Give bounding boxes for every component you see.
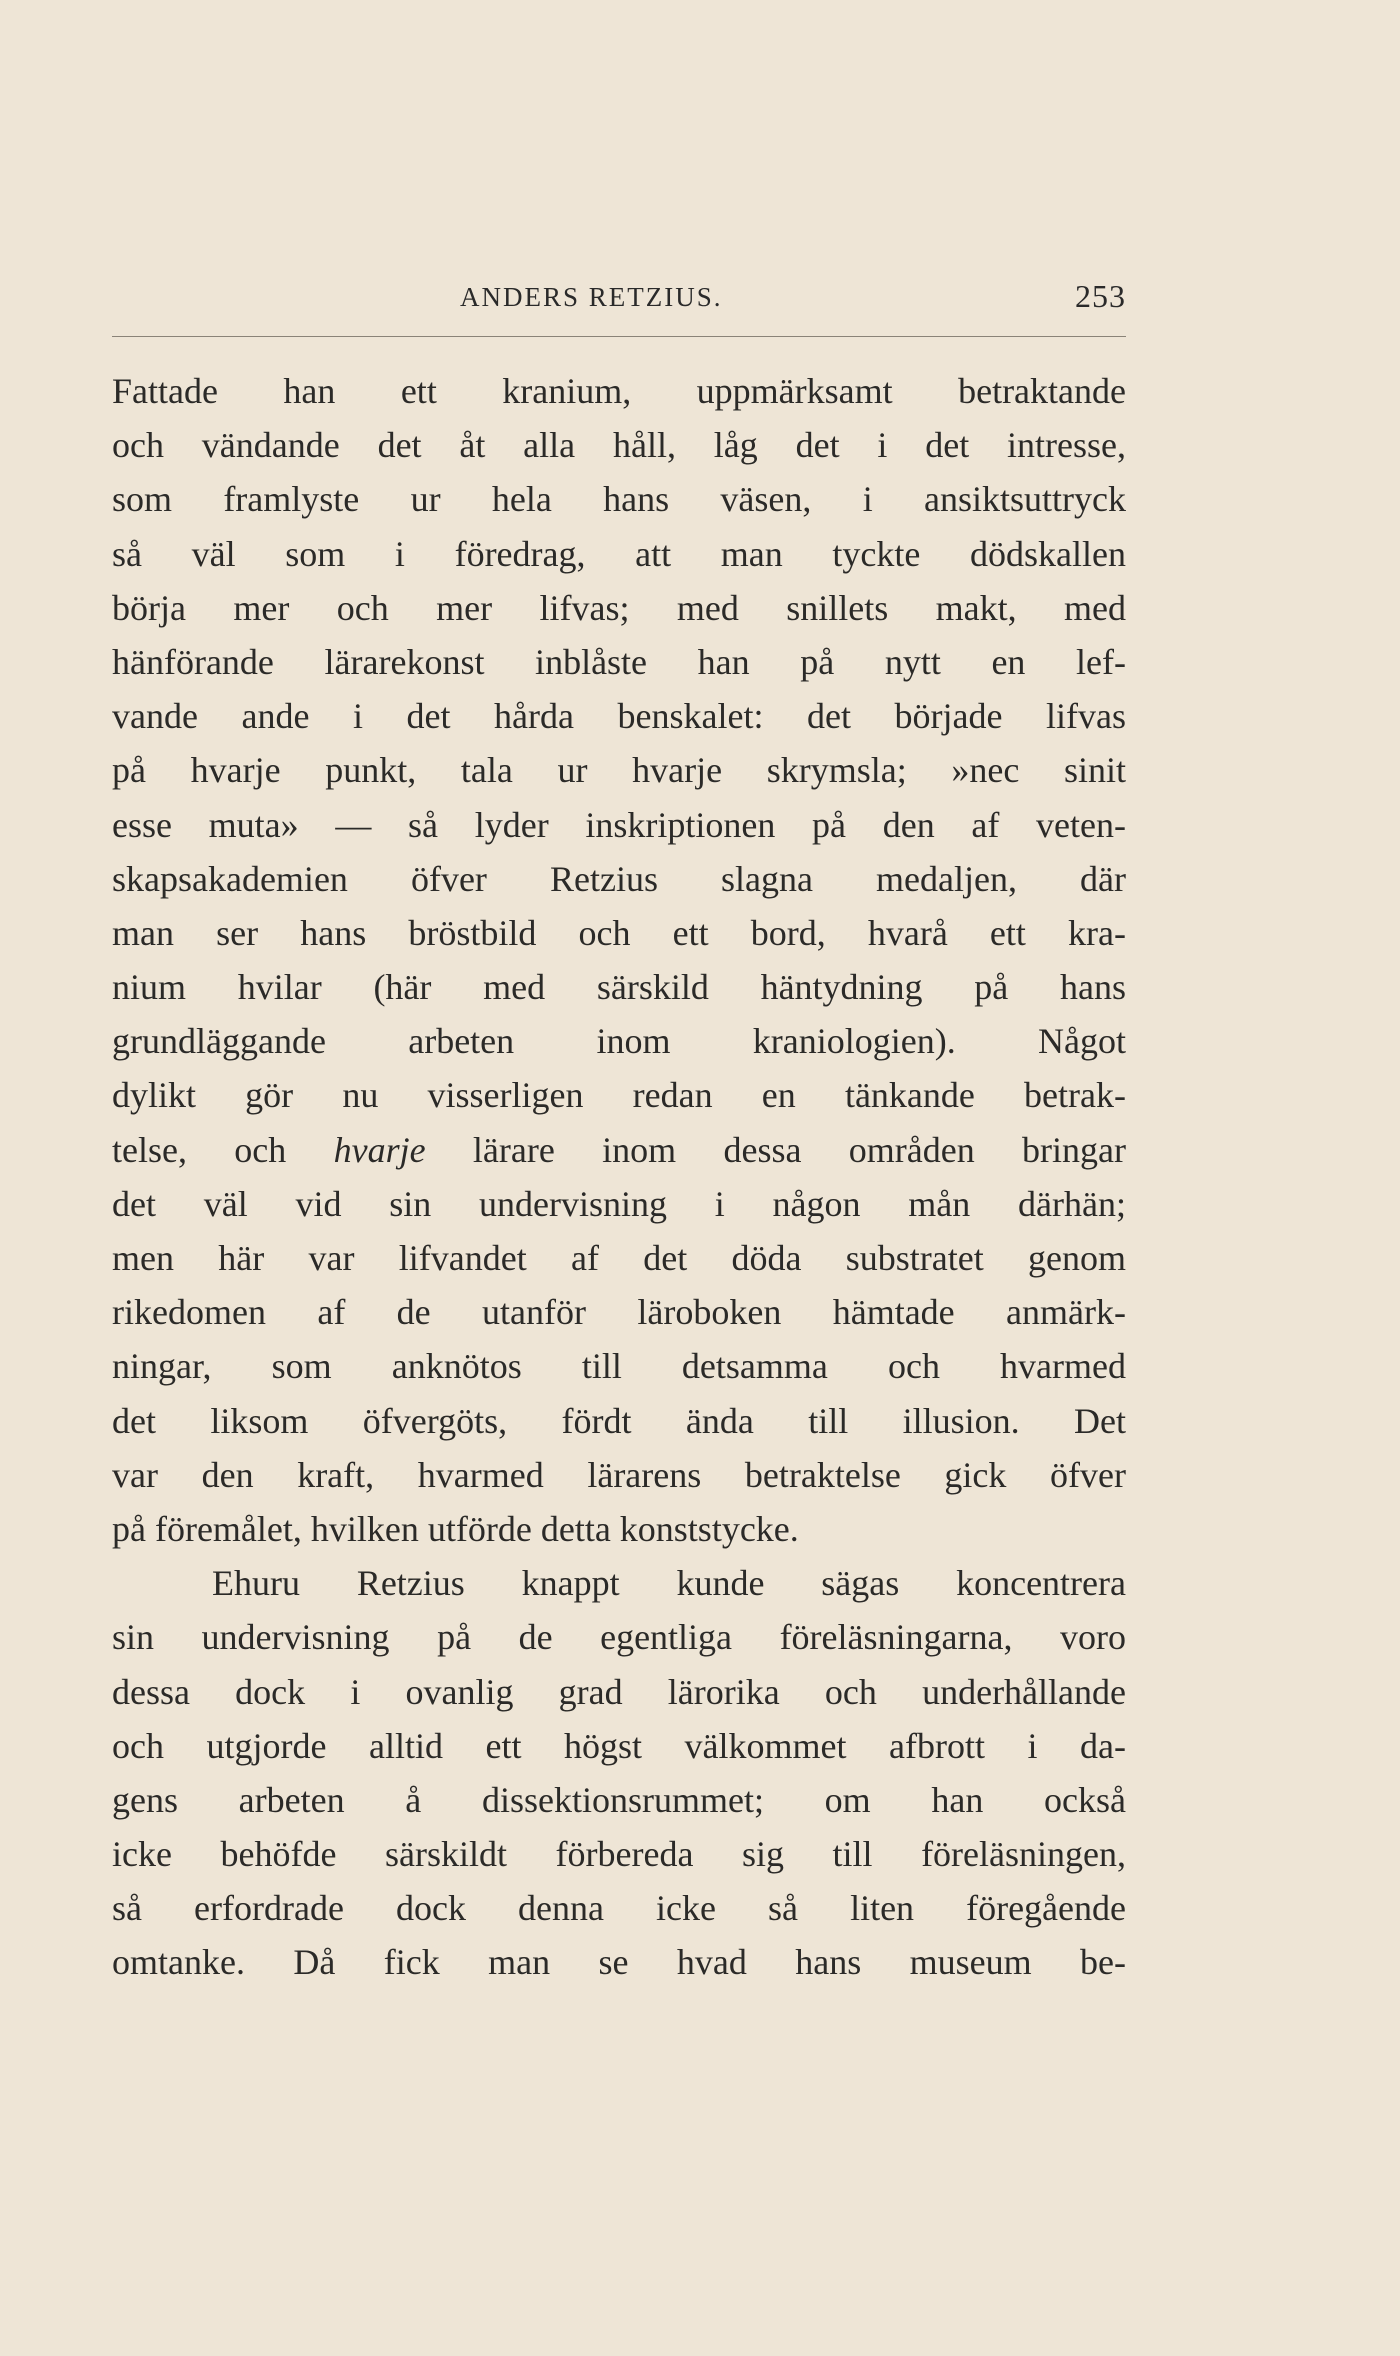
text-line: på hvarje punkt, tala ur hvarje skrymsla; »nec sinit [112, 750, 1126, 791]
running-title: ANDERS RETZIUS. [460, 282, 723, 312]
text-line: dessa dock i ovanlig grad lärorika och underhållande [112, 1671, 1126, 1712]
text-line: icke behöfde särskildt förbereda sig till föreläsningen, [112, 1834, 1126, 1875]
text-line: esse muta» — så lyder inskriptionen på den af veten- [112, 804, 1126, 845]
text-line: men här var lifvandet af det döda substratet genom [112, 1238, 1126, 1278]
text-line: sin undervisning på de egentliga föreläsningarna, voro [112, 1617, 1126, 1658]
text-line: dylikt gör nu visserligen redan en tänkande betrak- [112, 1075, 1126, 1116]
text-line: börja mer och mer lifvas; med snillets makt, med [112, 587, 1126, 628]
page-number: 253 [1075, 278, 1126, 314]
header-rule [112, 336, 1126, 337]
emphasized-word: hvarje [333, 1129, 426, 1170]
text-line: nium hvilar (här med särskild häntydning på hans [112, 967, 1126, 1008]
paragraph-start-line: Ehuru Retzius knappt kunde sägas koncentrera [212, 1563, 1126, 1604]
text-line: grundläggande arbeten inom kraniologien). Något [112, 1021, 1126, 1062]
text-line: rikedomen af de utanför läroboken hämtade anmärk- [112, 1292, 1126, 1333]
text-line: gens arbeten å dissektionsrummet; om han också [112, 1779, 1126, 1820]
text-line: var den kraft, hvarmed lärarens betraktelse gick öfver [112, 1454, 1126, 1495]
text-line: vande ande i det hårda benskalet: det började lifvas [112, 696, 1126, 737]
paragraph-end-line: på föremålet, hvilken utförde detta konststycke. [112, 1508, 799, 1549]
text-line: det väl vid sin undervisning i någon mån därhän; [112, 1183, 1126, 1224]
text-line: skapsakademien öfver Retzius slagna medaljen, där [112, 858, 1126, 899]
text-segment: lärare inom dessa områden bringar [425, 1129, 1126, 1170]
page-header [112, 278, 1126, 328]
text-line: och vändande det åt alla håll, låg det i det intresse, [112, 425, 1126, 466]
text-line: och utgjorde alltid ett högst välkommet afbrott i da- [112, 1725, 1126, 1766]
text-line: som framlyste ur hela hans väsen, i ansiktsuttryck [112, 479, 1126, 520]
text-line: så väl som i föredrag, att man tyckte dödskallen [112, 533, 1126, 574]
text-line: omtanke. Då fick man se hvad hans museum be- [112, 1942, 1126, 1983]
text-line: hänförande lärarekonst inblåste han på nytt en lef- [112, 641, 1126, 682]
text-line-with-emphasis [112, 1123, 1126, 1177]
text-line: Fattade han ett kranium, uppmärksamt betraktande [112, 371, 1126, 411]
text-line: det liksom öfvergöts, fördt ända till illusion. Det [112, 1400, 1126, 1441]
text-line: ningar, som anknötos till detsamma och hvarmed [112, 1346, 1126, 1387]
body-text [112, 364, 1126, 1990]
text-line: man ser hans bröstbild och ett bord, hvarå ett kra- [112, 912, 1126, 953]
text-segment: telse, och [112, 1129, 334, 1170]
text-line: så erfordrade dock denna icke så liten föregående [112, 1888, 1126, 1929]
